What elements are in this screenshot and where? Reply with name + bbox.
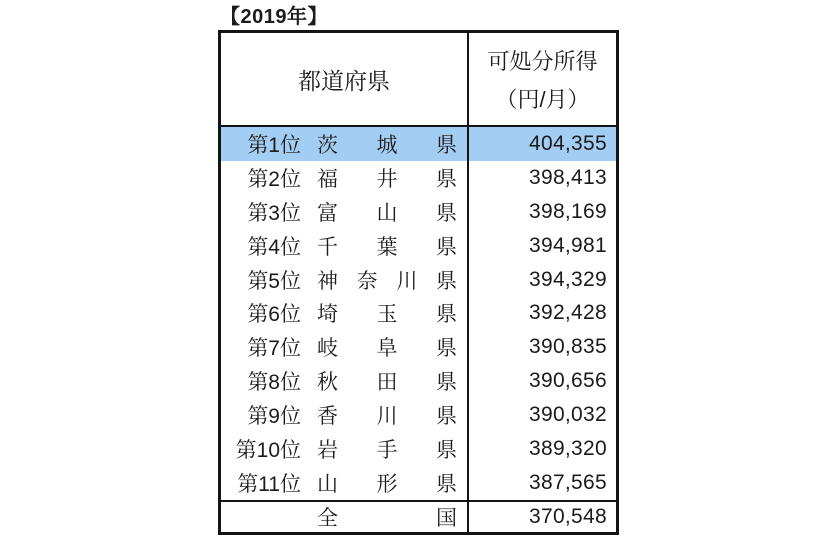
rank-label: 第7位 [247, 337, 301, 361]
table-row [221, 127, 616, 161]
income-value: 398,413 [467, 161, 616, 195]
prefecture-name-char: 山 [376, 201, 398, 225]
prefecture-name-char: 県 [436, 473, 457, 497]
income-value: 392,428 [467, 297, 616, 331]
rank-label: 第9位 [247, 405, 301, 429]
table-row [221, 161, 616, 195]
prefecture-name [317, 265, 457, 295]
rank-label: 第1位 [247, 133, 301, 157]
table-row [221, 229, 616, 263]
prefecture-name-char: 奈 [356, 269, 378, 293]
income-value: 394,329 [467, 263, 616, 297]
prefecture-name-char: 香 [317, 405, 338, 429]
rank-label: 第5位 [247, 269, 301, 293]
prefecture-name-char: 県 [436, 303, 457, 327]
prefecture-name-char: 千 [317, 235, 338, 259]
prefecture-name-char: 山 [317, 473, 338, 497]
table-row [221, 466, 616, 500]
prefecture-name-char: 県 [436, 371, 457, 395]
page-title: 【2019年】 [220, 6, 328, 28]
rank-label: 第8位 [247, 371, 301, 395]
income-value: 387,565 [467, 466, 616, 500]
prefecture-name [317, 468, 457, 498]
prefecture-name-char: 形 [376, 473, 398, 497]
table-row [221, 398, 616, 432]
prefecture-name-char: 田 [376, 371, 398, 395]
income-value: 390,032 [467, 398, 616, 432]
prefecture-name-char: 岐 [317, 337, 338, 361]
national-average-row [221, 500, 616, 532]
income-value: 389,320 [467, 432, 616, 466]
prefecture-name-char: 秋 [317, 371, 338, 395]
prefecture-name-char: 県 [435, 269, 457, 293]
income-value: 390,656 [467, 364, 616, 398]
prefecture-name [317, 400, 457, 430]
prefecture-name [317, 231, 457, 261]
rank-label: 第10位 [235, 439, 301, 463]
table-row [221, 432, 616, 466]
rank-label: 第2位 [247, 167, 301, 191]
prefecture-column-header: 都道府県 [298, 67, 390, 94]
rank-label: 第3位 [247, 201, 301, 225]
prefecture-name [317, 502, 457, 532]
income-column-header [467, 33, 616, 125]
table-header-row [221, 33, 616, 127]
prefecture-name [317, 163, 457, 193]
prefecture-name-char: 県 [436, 201, 457, 225]
income-header-line1: 可処分所得 [487, 48, 598, 74]
rank-label: 第11位 [237, 473, 301, 497]
prefecture-name-char: 城 [376, 133, 398, 157]
prefecture-name-char: 神 [317, 269, 338, 293]
prefecture-name-char: 県 [436, 133, 457, 157]
prefecture-name [317, 197, 457, 227]
prefecture-name-char: 県 [436, 235, 457, 259]
income-value: 404,355 [467, 127, 616, 161]
rank-label: 第6位 [247, 303, 301, 327]
prefecture-name-char: 阜 [376, 337, 398, 361]
prefecture-name-char: 川 [396, 269, 418, 293]
prefecture-name-char: 全 [317, 507, 338, 530]
prefecture-name [317, 332, 457, 362]
prefecture-name-char: 国 [436, 507, 457, 530]
table-row [221, 330, 616, 364]
table-row [221, 195, 616, 229]
prefecture-name-char: 川 [376, 405, 398, 429]
table-row [221, 263, 616, 297]
prefecture-name [317, 434, 457, 464]
income-header-line2: （円/月） [495, 86, 590, 112]
prefecture-name-char: 県 [436, 337, 457, 361]
prefecture-name-char: 県 [436, 167, 457, 191]
table-row [221, 364, 616, 398]
prefecture-name-char: 茨 [317, 133, 338, 157]
income-value: 390,835 [467, 330, 616, 364]
rank-label: 第4位 [247, 235, 301, 259]
prefecture-name-char: 富 [317, 201, 338, 225]
prefecture-name-char: 井 [376, 167, 398, 191]
prefecture-name-char: 県 [436, 405, 457, 429]
income-value: 370,548 [467, 502, 616, 532]
prefecture-name-char: 玉 [376, 303, 398, 327]
prefecture-name [317, 366, 457, 396]
table-body [221, 127, 616, 500]
table-row [221, 297, 616, 331]
prefecture-name-char: 手 [376, 439, 398, 463]
income-value: 394,981 [467, 229, 616, 263]
disposable-income-ranking-table [218, 30, 619, 535]
prefecture-name-char: 県 [436, 439, 457, 463]
prefecture-name-char: 福 [317, 167, 338, 191]
prefecture-name [317, 298, 457, 328]
prefecture-name-char: 岩 [317, 439, 338, 463]
prefecture-name-char: 埼 [317, 303, 338, 327]
income-value: 398,169 [467, 195, 616, 229]
prefecture-name-char: 葉 [376, 235, 398, 259]
prefecture-name [317, 129, 457, 159]
